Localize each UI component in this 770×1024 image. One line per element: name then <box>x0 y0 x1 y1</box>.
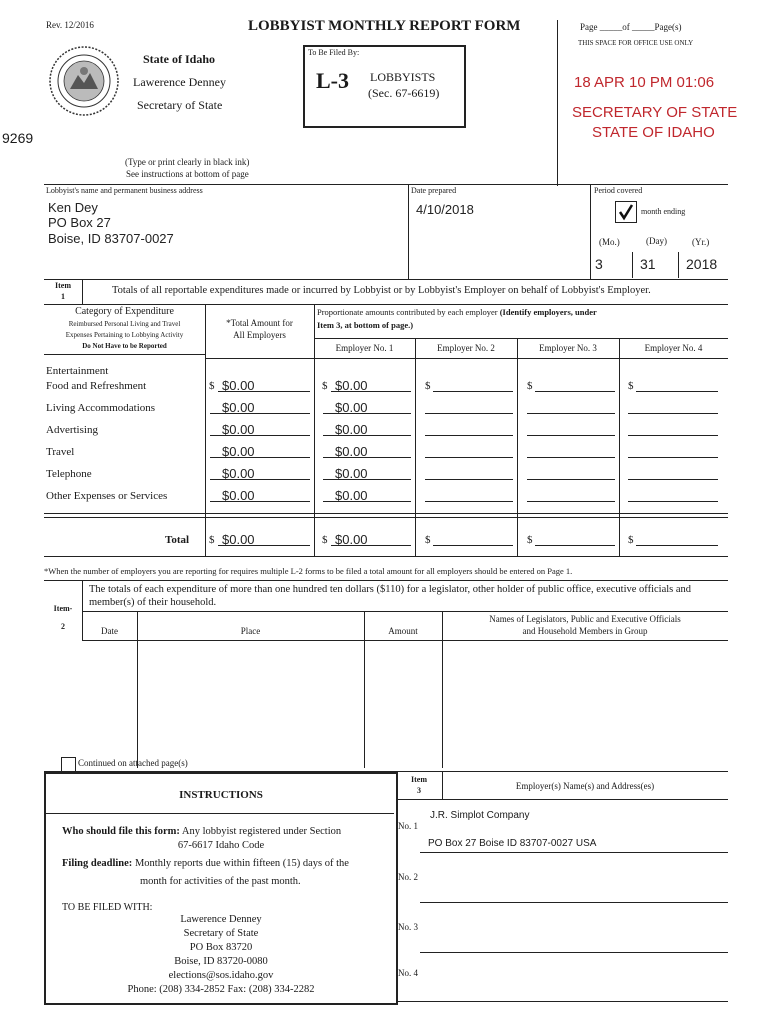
form-code: L-3 <box>316 68 349 93</box>
rule <box>420 952 728 953</box>
dollar-sign: $ <box>209 380 215 392</box>
telephone-total-field[interactable] <box>210 465 310 480</box>
travel-emp1-value: $0.00 <box>335 444 368 459</box>
advertising-emp3-field[interactable] <box>527 421 615 436</box>
who-label: Who should file this form: <box>62 826 180 837</box>
item1-footnote: *When the number of employers you are reporting for requires multiple L-2 forms to be filed a total amount for all employers should be entered on Page 1. <box>44 566 573 576</box>
rule <box>44 354 205 355</box>
state-seal-icon <box>48 45 120 117</box>
living-total-field[interactable] <box>210 399 310 414</box>
travel-total-field[interactable] <box>210 443 310 458</box>
telephone-emp3-field[interactable] <box>527 465 615 480</box>
dollar-sign: $ <box>628 380 634 392</box>
telephone-emp2-field[interactable] <box>425 465 513 480</box>
office-use-label: THIS SPACE FOR OFFICE USE ONLY <box>578 39 694 47</box>
official-name: Lawerence Denney <box>133 75 226 89</box>
filed-with-email[interactable]: elections@sos.idaho.gov <box>168 970 274 981</box>
col-place: Place <box>240 626 261 636</box>
date-prepared-value[interactable]: 4/10/2018 <box>416 202 474 217</box>
item1-title: Totals of all reportable expenditures made or incurred by Lobbyist or by Lobbyist's Employer on behalf of Lobbyist's Employer. <box>112 285 651 296</box>
telephone-total-value: $0.00 <box>222 466 255 481</box>
row-label-travel: Travel <box>46 446 75 458</box>
page-count-label: Page _____of _____Page(s) <box>580 22 682 32</box>
category-subnote-2: Expenses Pertaining to Lobbying Activity <box>65 331 184 339</box>
row-label-food: Food and Refreshment <box>46 380 147 392</box>
item2-label: Item- <box>53 604 73 613</box>
item3-number: 3 <box>417 786 421 795</box>
lobbyist-address-line1[interactable]: PO Box 27 <box>48 215 111 230</box>
proportionate-header-bold: (Identify employers, under <box>499 307 597 317</box>
filed-with-phone: Phone: (208) 334-2852 Fax: (208) 334-2282 <box>127 984 315 995</box>
other-total-value: $0.00 <box>222 488 255 503</box>
other-emp1-field[interactable] <box>323 487 411 502</box>
state-name: State of Idaho <box>143 52 216 66</box>
filed-with-title: Secretary of State <box>183 928 259 939</box>
filed-by-label: To Be Filed By: <box>308 48 360 57</box>
advertising-emp4-field[interactable] <box>628 421 718 436</box>
advertising-total-value: $0.00 <box>222 422 255 437</box>
filed-with-city: Boise, ID 83720-0080 <box>174 956 268 967</box>
rule <box>415 338 416 556</box>
deadline-label: Filing deadline: <box>62 858 133 869</box>
period-day[interactable]: 31 <box>640 256 656 272</box>
instructions-title: INSTRUCTIONS <box>179 789 263 801</box>
travel-emp4-field[interactable] <box>628 443 718 458</box>
food-total-field[interactable] <box>218 377 310 392</box>
travel-emp3-field[interactable] <box>527 443 615 458</box>
col-date: Date <box>101 626 118 636</box>
other-emp2-field[interactable] <box>425 487 513 502</box>
form-title: LOBBYIST MONTHLY REPORT FORM <box>248 18 521 34</box>
item2-title: The totals of each expenditure of more than one hundred ten dollars ($110) for a legislator, other holder of public office, executive officials and member(s) of their household. <box>89 584 692 608</box>
other-emp4-field[interactable] <box>628 487 718 502</box>
continued-label: Continued on attached page(s) <box>78 758 188 768</box>
period-month[interactable]: 3 <box>595 256 603 272</box>
employer-header-3: Employer No. 3 <box>539 343 597 353</box>
rule <box>205 304 206 556</box>
who-text: Any lobbyist registered under Section <box>181 826 342 837</box>
proportionate-header-line2: Item 3, at bottom of page.) <box>317 320 414 330</box>
advertising-total-field[interactable] <box>210 421 310 436</box>
lobbyist-address-line2[interactable]: Boise, ID 83707-0027 <box>48 231 174 246</box>
dollar-sign: $ <box>527 534 533 546</box>
print-instruction: (Type or print clearly in black ink) <box>125 157 250 167</box>
dollar-sign: $ <box>425 380 431 392</box>
living-emp4-field[interactable] <box>628 399 718 414</box>
living-emp2-field[interactable] <box>425 399 513 414</box>
filed-with-name: Lawerence Denney <box>180 914 262 925</box>
food-emp4-field[interactable] <box>636 377 718 392</box>
item1-label: Item <box>55 281 71 290</box>
col-amount: Amount <box>388 626 418 636</box>
rule <box>205 358 728 359</box>
period-label: Period covered <box>594 186 643 195</box>
item2-number: 2 <box>61 622 65 631</box>
rule <box>44 580 728 581</box>
grand-total-value: $0.00 <box>222 532 255 547</box>
rule <box>44 304 728 305</box>
day-label: (Day) <box>646 236 667 246</box>
employer-no-4: No. 4 <box>398 968 418 978</box>
proportionate-header <box>317 307 597 317</box>
rule <box>619 338 620 556</box>
food-emp2-field[interactable] <box>433 377 513 392</box>
living-total-value: $0.00 <box>222 400 255 415</box>
living-emp3-field[interactable] <box>527 399 615 414</box>
other-emp1-value: $0.00 <box>335 488 368 503</box>
emp4-total-field[interactable] <box>636 531 718 546</box>
month-ending-checkbox[interactable] <box>615 201 637 223</box>
total-header-1: *Total Amount for <box>226 318 293 328</box>
month-label: (Mo.) <box>599 237 620 247</box>
filing-deadline <box>62 858 349 869</box>
rule <box>82 611 728 612</box>
dollar-sign: $ <box>322 534 328 546</box>
who-text-2: 67-6617 Idaho Code <box>177 840 265 851</box>
employer-no-3: No. 3 <box>398 922 418 932</box>
food-total-value: $0.00 <box>222 378 255 393</box>
received-stamp-date: 18 APR 10 PM 01:06 <box>574 74 715 91</box>
employer-1-name[interactable]: J.R. Simplot Company <box>430 810 530 821</box>
dollar-sign: $ <box>209 534 215 546</box>
rule <box>420 852 728 853</box>
checkmark-icon <box>616 202 636 222</box>
see-instructions: See instructions at bottom of page <box>126 169 249 179</box>
rule <box>82 279 83 304</box>
date-prepared-label: Date prepared <box>411 186 457 195</box>
official-title: Secretary of State <box>137 98 223 112</box>
emp1-total-value: $0.00 <box>335 532 368 547</box>
row-label-living: Living Accommodations <box>46 402 156 414</box>
row-label-other: Other Expenses or Services <box>46 490 168 502</box>
form-type: LOBBYISTS <box>370 70 436 84</box>
period-year[interactable]: 2018 <box>686 256 718 272</box>
travel-total-value: $0.00 <box>222 444 255 459</box>
rule <box>408 184 409 279</box>
telephone-emp1-value: $0.00 <box>335 466 368 481</box>
continued-checkbox[interactable] <box>61 757 76 772</box>
dollar-sign: $ <box>527 380 533 392</box>
rule <box>396 1001 728 1002</box>
rule <box>590 184 591 279</box>
category-subnote-1: Reimbursed Personal Living and Travel <box>68 320 181 328</box>
emp1-total-field[interactable] <box>331 531 411 546</box>
deadline-text-2: month for activities of the past month. <box>140 876 301 887</box>
proportionate-header-text: Proportionate amounts contributed by each employer <box>317 307 498 317</box>
who-should-file <box>62 826 341 837</box>
dollar-sign: $ <box>322 380 328 392</box>
year-label: (Yr.) <box>692 237 710 247</box>
travel-emp2-field[interactable] <box>425 443 513 458</box>
rule <box>82 640 728 641</box>
total-label: Total <box>165 534 190 546</box>
food-emp1-value: $0.00 <box>335 378 368 393</box>
rule <box>517 338 518 556</box>
category-subnote-3: Do Not Have to be Reported <box>82 342 167 350</box>
form-section: (Sec. 67-6619) <box>368 86 440 100</box>
food-emp3-field[interactable] <box>535 377 615 392</box>
emp2-total-field[interactable] <box>433 531 513 546</box>
rule <box>46 813 394 814</box>
telephone-emp1-field[interactable] <box>323 465 411 480</box>
other-total-field[interactable] <box>210 487 310 502</box>
entertainment-label: Entertainment <box>46 365 109 377</box>
emp3-total-field[interactable] <box>535 531 615 546</box>
filed-with-pobox: PO Box 83720 <box>189 942 253 953</box>
rule <box>396 799 728 800</box>
lobbyist-name[interactable]: Ken Dey <box>48 200 98 215</box>
rule <box>44 513 728 514</box>
filed-with-label: TO BE FILED WITH: <box>62 902 153 913</box>
row-label-telephone: Telephone <box>46 468 92 480</box>
rule <box>314 338 728 339</box>
living-emp1-value: $0.00 <box>335 400 368 415</box>
employer-header-2: Employer No. 2 <box>437 343 495 353</box>
deadline-text: Monthly reports due within fifteen (15) days of the <box>134 858 349 869</box>
rule <box>314 304 315 556</box>
advertising-emp1-value: $0.00 <box>335 422 368 437</box>
stamp-office-line2: STATE OF IDAHO <box>592 124 715 141</box>
revision-date: Rev. 12/2016 <box>46 20 94 30</box>
rule <box>678 252 679 278</box>
rule <box>420 902 728 903</box>
side-number: 9269 <box>2 130 34 146</box>
dollar-sign: $ <box>628 534 634 546</box>
col-names-1: Names of Legislators, Public and Executive Officials <box>489 614 681 624</box>
employer-no-1: No. 1 <box>398 821 418 831</box>
advertising-emp2-field[interactable] <box>425 421 513 436</box>
advertising-emp1-field[interactable] <box>323 421 411 436</box>
lobbyist-address-label: Lobbyist's name and permanent business address <box>46 186 203 195</box>
rule <box>44 517 728 518</box>
other-emp3-field[interactable] <box>527 487 615 502</box>
travel-emp1-field[interactable] <box>323 443 411 458</box>
employer-header-1: Employer No. 1 <box>335 343 394 353</box>
category-header: Category of Expenditure <box>75 306 174 317</box>
rule <box>632 252 633 278</box>
month-ending-label: month ending <box>641 207 686 216</box>
employer-1-address[interactable]: PO Box 27 Boise ID 83707-0027 USA <box>428 838 597 849</box>
employer-header-4: Employer No. 4 <box>644 343 703 353</box>
dollar-sign: $ <box>425 534 431 546</box>
item3-label: Item <box>411 775 427 784</box>
living-emp1-field[interactable] <box>323 399 411 414</box>
rule <box>44 184 728 185</box>
col-names-2: and Household Members in Group <box>522 626 648 636</box>
office-use-divider <box>557 20 558 186</box>
telephone-emp4-field[interactable] <box>628 465 718 480</box>
grand-total-field[interactable] <box>218 531 310 546</box>
stamp-office-line1: SECRETARY OF STATE <box>572 104 738 121</box>
row-label-advertising: Advertising <box>46 424 98 436</box>
rule <box>44 279 728 280</box>
total-header-2: All Employers <box>233 330 286 340</box>
item1-number: 1 <box>61 292 65 301</box>
rule <box>44 556 728 557</box>
item3-header: Employer(s) Name(s) and Address(es) <box>515 781 655 791</box>
food-emp1-field[interactable] <box>331 377 411 392</box>
employer-no-2: No. 2 <box>398 872 418 882</box>
